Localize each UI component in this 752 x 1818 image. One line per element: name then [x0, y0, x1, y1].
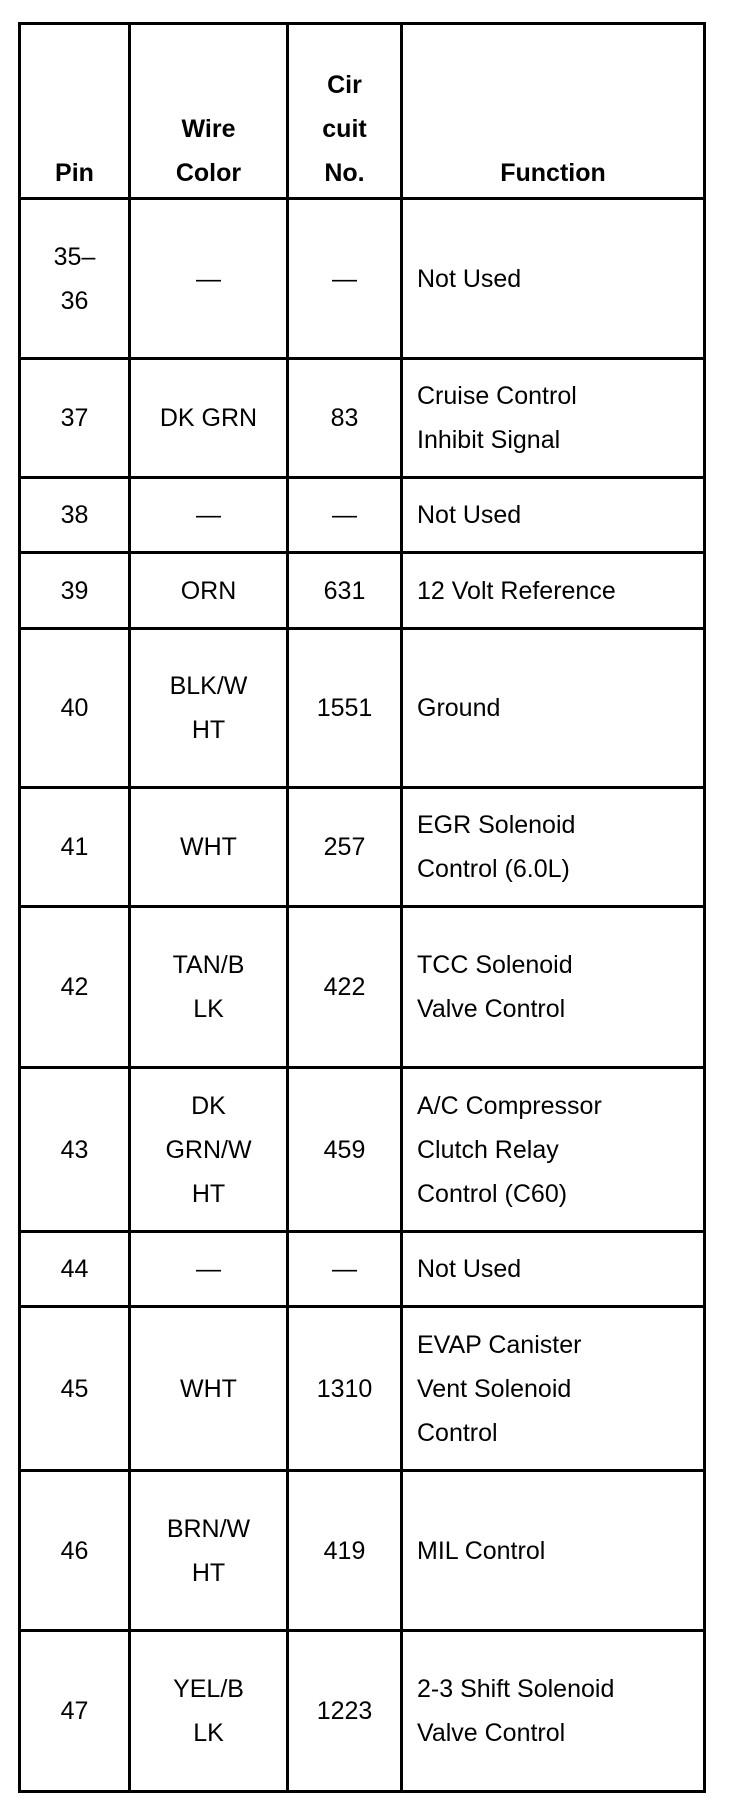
cell-circuit-no — [288, 1068, 402, 1232]
cell-pin — [20, 553, 130, 629]
cell-wire-color — [130, 629, 288, 788]
cell-line: YEL/B — [173, 1675, 244, 1703]
cell-line: TAN/B — [172, 951, 245, 979]
cell-line: TCC Solenoid — [417, 951, 573, 979]
cell-line: — — [332, 1255, 357, 1283]
cell-line: EVAP Canister — [417, 1330, 582, 1359]
cell-line: 40 — [60, 694, 89, 722]
cell-wire-color — [130, 199, 288, 359]
cell-line: 38 — [60, 501, 89, 529]
cell-line: HT — [191, 1179, 226, 1208]
cell-line: WHT — [180, 1374, 237, 1403]
cell-line: 39 — [60, 576, 89, 605]
table-header-row — [20, 24, 705, 199]
cell-function — [402, 1471, 705, 1631]
cell-line: LK — [193, 995, 224, 1023]
connector-pinout-table — [18, 22, 706, 1793]
cell-function — [402, 478, 705, 553]
cell-line: 1223 — [316, 1697, 373, 1725]
cell-line: 459 — [323, 1135, 366, 1164]
cell-line: 419 — [323, 1536, 366, 1565]
table-row — [20, 907, 705, 1068]
cell-line: 422 — [323, 973, 366, 1001]
cell-line: — — [196, 264, 221, 293]
cell-line: 257 — [323, 833, 366, 861]
cell-line: — — [332, 264, 357, 293]
cell-function — [402, 788, 705, 907]
cell-line: Wire — [181, 115, 236, 143]
cell-line: HT — [191, 1558, 226, 1587]
cell-line: 44 — [60, 1255, 89, 1283]
cell-line: DK — [191, 1091, 226, 1120]
cell-wire-color — [130, 1631, 288, 1792]
table-row — [20, 788, 705, 907]
table-row — [20, 553, 705, 629]
cell-circuit-no — [288, 1307, 402, 1471]
table-row — [20, 1068, 705, 1232]
cell-line: 45 — [60, 1374, 89, 1403]
cell-line: HT — [191, 716, 226, 744]
cell-line: Valve Control — [417, 1719, 566, 1747]
cell-pin — [20, 1631, 130, 1792]
cell-line: 46 — [60, 1536, 89, 1565]
cell-line: BRN/W — [166, 1514, 251, 1543]
cell-circuit-no — [288, 199, 402, 359]
table-row — [20, 1232, 705, 1307]
cell-pin — [20, 788, 130, 907]
header-wire-color — [130, 24, 288, 199]
cell-pin — [20, 199, 130, 359]
header-pin — [20, 24, 130, 199]
cell-line: Cir — [327, 71, 362, 99]
header-function — [402, 24, 705, 199]
cell-line: Valve Control — [417, 995, 566, 1023]
cell-line: — — [196, 501, 221, 529]
cell-function — [402, 553, 705, 629]
cell-circuit-no — [288, 1232, 402, 1307]
pinout-table-container — [18, 22, 703, 1793]
table-row — [20, 1631, 705, 1792]
cell-line: MIL Control — [417, 1536, 546, 1565]
table-row — [20, 359, 705, 478]
cell-line: Control — [417, 1418, 498, 1447]
cell-function — [402, 907, 705, 1068]
cell-line: 631 — [323, 576, 366, 605]
cell-function — [402, 1307, 705, 1471]
cell-circuit-no — [288, 629, 402, 788]
cell-line: Ground — [417, 694, 501, 722]
cell-line: 47 — [60, 1697, 89, 1725]
cell-line: LK — [193, 1719, 224, 1747]
cell-wire-color — [130, 1068, 288, 1232]
cell-line: Clutch Relay — [417, 1135, 559, 1164]
cell-wire-color — [130, 553, 288, 629]
cell-line: 12 Volt Reference — [417, 576, 616, 605]
cell-line: Cruise Control — [417, 382, 577, 410]
cell-line: DK GRN — [159, 404, 258, 432]
header-circuit-no — [288, 24, 402, 199]
table-row — [20, 199, 705, 359]
cell-wire-color — [130, 907, 288, 1068]
cell-line: A/C Compressor — [417, 1091, 602, 1120]
cell-circuit-no — [288, 788, 402, 907]
cell-pin — [20, 1471, 130, 1631]
table-body — [20, 199, 705, 1792]
cell-pin — [20, 478, 130, 553]
table-row — [20, 629, 705, 788]
cell-line: 2-3 Shift Solenoid — [417, 1675, 615, 1703]
cell-pin — [20, 629, 130, 788]
cell-wire-color — [130, 359, 288, 478]
table-row — [20, 1307, 705, 1471]
cell-line: Not Used — [417, 264, 522, 293]
cell-line: ORN — [180, 576, 237, 605]
cell-circuit-no — [288, 1631, 402, 1792]
cell-line: 36 — [60, 286, 89, 315]
cell-line: — — [332, 501, 357, 529]
cell-line: Control (C60) — [417, 1179, 568, 1208]
cell-wire-color — [130, 1307, 288, 1471]
table-row — [20, 1471, 705, 1631]
cell-line: 43 — [60, 1135, 89, 1164]
cell-circuit-no — [288, 1471, 402, 1631]
cell-line: 35– — [53, 242, 96, 271]
cell-line: No. — [324, 159, 365, 187]
cell-function — [402, 1631, 705, 1792]
cell-line: 37 — [60, 404, 89, 432]
cell-line: Not Used — [417, 501, 522, 529]
cell-line: cuit — [322, 115, 367, 143]
cell-circuit-no — [288, 553, 402, 629]
cell-line: Color — [175, 159, 242, 187]
cell-wire-color — [130, 1232, 288, 1307]
cell-line: EGR Solenoid — [417, 811, 576, 839]
cell-line: 1310 — [316, 1374, 373, 1403]
cell-line: Inhibit Signal — [417, 426, 561, 454]
cell-circuit-no — [288, 478, 402, 553]
cell-wire-color — [130, 788, 288, 907]
cell-pin — [20, 359, 130, 478]
cell-line: Function — [500, 159, 606, 187]
cell-pin — [20, 1232, 130, 1307]
cell-pin — [20, 1068, 130, 1232]
cell-wire-color — [130, 478, 288, 553]
cell-wire-color — [130, 1471, 288, 1631]
cell-line: Control (6.0L) — [417, 855, 570, 883]
cell-line: 83 — [330, 404, 359, 432]
cell-line: Pin — [55, 159, 94, 187]
cell-line: 1551 — [316, 694, 373, 722]
cell-line: Not Used — [417, 1255, 522, 1283]
cell-pin — [20, 907, 130, 1068]
table-row — [20, 478, 705, 553]
cell-line: Vent Solenoid — [417, 1374, 572, 1403]
cell-line: BLK/W — [169, 672, 248, 700]
cell-circuit-no — [288, 359, 402, 478]
cell-function — [402, 359, 705, 478]
cell-circuit-no — [288, 907, 402, 1068]
cell-line: GRN/W — [165, 1135, 252, 1164]
cell-function — [402, 199, 705, 359]
cell-line: — — [196, 1255, 221, 1283]
cell-line: 41 — [60, 833, 89, 861]
cell-function — [402, 1068, 705, 1232]
cell-pin — [20, 1307, 130, 1471]
cell-line: 42 — [60, 973, 89, 1001]
cell-function — [402, 629, 705, 788]
cell-function — [402, 1232, 705, 1307]
cell-line: WHT — [180, 833, 237, 861]
